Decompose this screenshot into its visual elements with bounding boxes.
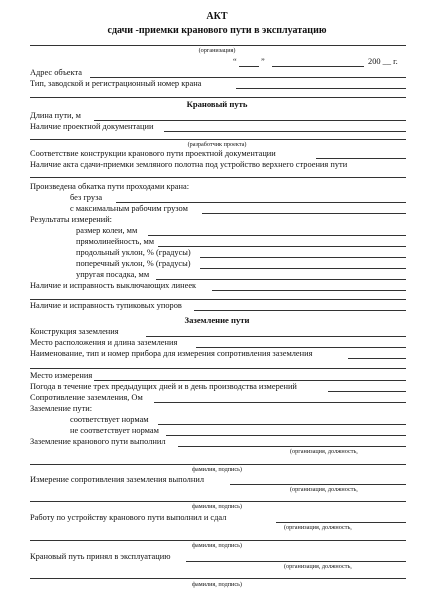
limit-switches-label: Наличие и исправность выключающих линеек	[30, 281, 197, 290]
ground-track-label: Заземление пути:	[30, 404, 93, 413]
ground-location-label: Место расположения и длина заземления	[30, 338, 178, 347]
straightness-label: прямолинейность, мм	[76, 237, 155, 246]
measurement-results-label: Результаты измерений:	[30, 215, 113, 224]
work-done-by-label: Работу по устройству кранового пути выполнил и сдал	[30, 513, 227, 522]
work-done-by-sign-caption: фамилия, подпись)	[192, 542, 242, 549]
device-name-line-2[interactable]	[30, 368, 406, 369]
no-load-line[interactable]	[116, 202, 406, 203]
cross-slope-line[interactable]	[200, 268, 406, 269]
device-name-line[interactable]	[348, 358, 406, 359]
weather-label: Погода в течение трех предыдущих дней и в день производства измерений	[30, 382, 297, 391]
doc-title: АКТ	[206, 11, 228, 22]
date-quote-close: ”	[261, 57, 265, 66]
long-slope-line[interactable]	[200, 257, 406, 258]
resistance-by-line[interactable]	[230, 484, 406, 485]
measurement-place-label: Место измерения	[30, 371, 93, 380]
project-doc-label: Наличие проектной документации	[30, 122, 154, 131]
accepted-by-sign-caption: фамилия, подпись)	[192, 581, 242, 588]
not-meets-norms-label: не соответствует нормам	[70, 426, 159, 435]
track-length-label: Длина пути, м	[30, 111, 81, 120]
crane-type-line-2[interactable]	[30, 97, 406, 98]
rolling-done-label: Произведена обкатка пути проходами крана:	[30, 182, 190, 191]
long-slope-label: продольный уклон, % (градусы)	[76, 248, 191, 257]
ground-design-label: Конструкция заземления	[30, 327, 119, 336]
dead-end-stops-line[interactable]	[194, 310, 406, 311]
subgrade-act-line[interactable]	[30, 177, 406, 178]
dead-end-stops-label: Наличие и исправность тупиковых упоров	[30, 301, 182, 310]
compliance-label: Соответствие конструкции кранового пути проектной документации	[30, 149, 276, 158]
doc-subtitle: сдачи -приемки кранового пути в эксплуатацию	[107, 25, 327, 36]
max-load-line[interactable]	[202, 213, 406, 214]
accepted-by-line-2[interactable]	[30, 578, 406, 579]
straightness-line[interactable]	[158, 246, 406, 247]
resistance-by-label: Измерение сопротивления заземления выполнил	[30, 475, 204, 484]
work-done-by-line[interactable]	[276, 522, 406, 523]
resistance-by-caption: (организация, должность,	[290, 486, 358, 493]
measurement-place-line[interactable]	[94, 380, 406, 381]
project-doc-line-2[interactable]	[30, 139, 406, 140]
crane-type-line[interactable]	[236, 88, 406, 89]
settlement-line[interactable]	[156, 279, 406, 280]
limit-switches-line[interactable]	[212, 290, 406, 291]
date-day-line[interactable]	[239, 66, 259, 67]
date-quote-open: “	[233, 57, 237, 66]
work-done-by-line-2[interactable]	[30, 540, 406, 541]
ground-location-line[interactable]	[196, 347, 406, 348]
meets-norms-label: соответствует нормам	[70, 415, 149, 424]
address-label: Адрес объекта	[30, 68, 82, 77]
developer-caption: (разработчик проекта)	[187, 141, 247, 148]
ground-done-by-caption: (организация, должность,	[290, 448, 358, 455]
device-name-label: Наименование, тип и номер прибора для измерения сопротивления заземления	[30, 349, 313, 358]
project-doc-line[interactable]	[164, 131, 406, 132]
limit-switches-line-2[interactable]	[30, 299, 406, 300]
cross-slope-label: поперечный уклон, % (градусы)	[76, 259, 191, 268]
gauge-line[interactable]	[148, 235, 406, 236]
resistance-line[interactable]	[154, 402, 406, 403]
weather-line[interactable]	[328, 391, 406, 392]
track-length-line[interactable]	[94, 120, 406, 121]
settlement-label: упругая посадка, мм	[76, 270, 150, 279]
gauge-label: размер колеи, мм	[76, 226, 138, 235]
resistance-by-line-2[interactable]	[30, 501, 406, 502]
compliance-line[interactable]	[316, 158, 406, 159]
ground-done-by-sign-caption: фамилия, подпись)	[192, 466, 242, 473]
max-load-label: с максимальным рабочим грузом	[70, 204, 188, 213]
date-month-line[interactable]	[272, 66, 364, 67]
no-load-label: без груза	[70, 193, 103, 202]
ground-design-line[interactable]	[146, 336, 406, 337]
accepted-by-label: Крановый путь принял в эксплуатацию	[30, 552, 171, 561]
work-done-by-caption: (организация, должность,	[284, 524, 352, 531]
not-meets-norms-line[interactable]	[166, 435, 406, 436]
section-track-title: Крановый путь	[186, 99, 248, 109]
subgrade-act-label: Наличие акта сдачи-приемки земляного полотна под устройство верхнего строения пути	[30, 160, 348, 169]
date-year: 200 __ г.	[368, 57, 398, 66]
ground-done-by-line[interactable]	[178, 446, 406, 447]
crane-type-label: Тип, заводской и регистрационный номер крана	[30, 79, 202, 88]
meets-norms-line[interactable]	[158, 424, 406, 425]
organization-line[interactable]	[30, 45, 406, 46]
ground-done-by-label: Заземление кранового пути выполнил	[30, 437, 166, 446]
section-grounding-title: Заземление пути	[184, 315, 250, 325]
resistance-label: Сопротивление заземления, Ом	[30, 393, 143, 402]
address-line[interactable]	[90, 77, 406, 78]
accepted-by-caption: (организация, должность,	[284, 563, 352, 570]
accepted-by-line[interactable]	[186, 561, 406, 562]
organization-caption: (организация)	[198, 47, 236, 54]
ground-done-by-line-2[interactable]	[30, 464, 406, 465]
resistance-by-sign-caption: фамилия, подпись)	[192, 503, 242, 510]
